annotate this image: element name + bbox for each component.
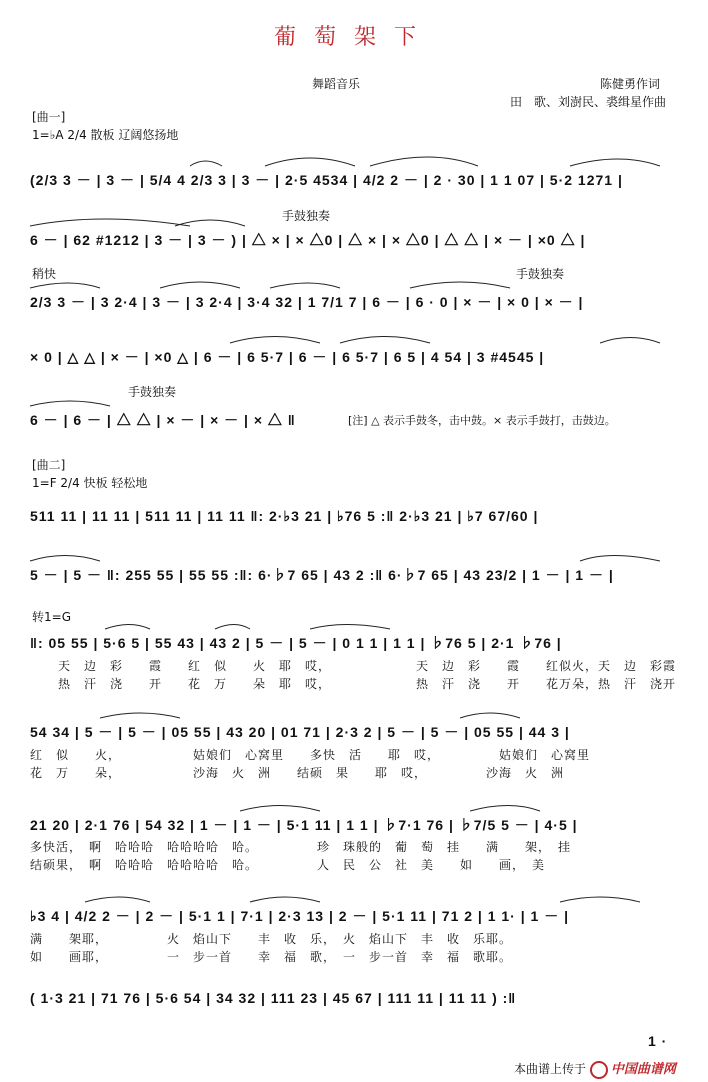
slur-arc (30, 283, 100, 288)
score-line: ♭3 4 | 4/2 2 － | 2 － | 5·1 1 | 7·1 | 2·3 13 | 2 － | 5·1 11 | 71 2 | 1 1· | 1 － | (30, 908, 570, 924)
lyric-line: 满 架耶， 火 焰山下 丰 收 乐， 火 焰山下 丰 收 乐耶。 (30, 932, 513, 946)
annotation-hand-drum: 手鼓独奏 (516, 267, 565, 281)
lyric-line: 如 画耶， 一 步一首 幸 福 歌， 一 步一首 幸 福 歌耶。 (30, 950, 513, 964)
slur-arc (190, 161, 222, 166)
score-line: 6 － | 6 － | △ △ | × － | × － | × △ ‖ (30, 412, 296, 428)
slur-arc (230, 337, 320, 344)
site-logo-icon (590, 1061, 608, 1079)
section1-label: [曲一] (32, 110, 66, 124)
upload-notice (514, 1058, 676, 1079)
annotation-tempo-change: 稍快 (32, 267, 57, 281)
score-line: × 0 | △ △ | × － | ×0 △ | 6 － | 6 5·7 | 6 － | 6 5·7 | 6 5 | 4 54 | 3 #4545 | (30, 349, 545, 365)
score-line: 54 34 | 5 － | 5 － | 05 55 | 43 20 | 01 71 | 2·3 2 | 5 － | 5 － | 05 55 | 44 3 | (30, 724, 570, 740)
slur-arc (250, 897, 320, 902)
slur-arc (310, 625, 390, 630)
slur-arc (410, 282, 510, 288)
upload-prefix: 本曲谱上传于 (514, 1062, 587, 1076)
score-line: 21 20 | 2·1 76 | 54 32 | 1 － | 1 － | 5·1 11 | 1 1 | ♭7·1 76 | ♭7/5 5 － | 4·5 | (30, 817, 578, 833)
page-number: 1 · (648, 1033, 668, 1049)
section1-key: 1=♭A (32, 128, 64, 142)
page-title: 葡萄架下 (273, 25, 434, 50)
slur-arc (580, 556, 660, 562)
lyric-line: 红 似 火， 姑娘们 心窝里 多快 活 耶 哎， 姑娘们 心窝里 (30, 748, 591, 762)
score-line: 6 － | 62 #1212 | 3 － | 3 － ) | △ × | × △0 | △ × | × △0 | △ △ | × － | ×0 △ | (30, 232, 586, 248)
slur-arc (100, 713, 180, 718)
score-line: (2/3 3 － | 3 － | 5/4 4 2/3 3 | 3 － | 2·5 4534 | 4/2 2 － | 2 · 30 | 1 1 07 | 5·2 1271 | (30, 172, 623, 188)
slur-arc (570, 159, 660, 166)
lyric-line: 多快活， 啊 哈哈哈 哈哈哈哈 哈。 珍 珠般的 葡 萄 挂 满 架， 挂 (30, 840, 572, 854)
lyricist-credit: 陈健勇作词 (600, 77, 661, 91)
score-line: ( 1·3 21 | 71 76 | 5·6 54 | 34 32 | 111 23 | 45 67 | 111 11 | 11 11 ) :‖ (30, 990, 517, 1006)
slur-arc (265, 158, 355, 166)
score-line: ‖: 05 55 | 5·6 5 | 55 43 | 43 2 | 5 － | 5 － | 0 1 1 | 1 1 | ♭76 5 | 2·1 ♭76 | (30, 635, 562, 651)
lyric-line: 结硕果， 啊 哈哈哈 哈哈哈哈 哈。 人 民 公 社 美 如 画， 美 (30, 858, 546, 872)
slur-arc (105, 625, 150, 630)
lyric-line: 天 边 彩 霞 红 似 火 耶 哎， 天 边 彩 霞 红似火，天 边 彩霞 (58, 659, 677, 673)
section1-time: 2/4 (67, 128, 87, 142)
section1-tempo: 散板 辽阔悠扬地 (90, 128, 179, 142)
score-line: 2/3 3 － | 3 2·4 | 3 － | 3 2·4 | 3·4 32 | 1 7/1 7 | 6 － | 6 · 0 | × － | × 0 | × － | (30, 294, 584, 310)
annotation-hand-drum: 手鼓独奏 (128, 385, 177, 399)
slur-arc (160, 282, 240, 288)
slur-arc (460, 713, 520, 718)
slur-arc (215, 625, 250, 630)
lyric-line: 花 万 朵， 沙海 火 洲 结硕 果 耶 哎， 沙海 火 洲 (30, 766, 565, 780)
slur-arc (340, 337, 430, 344)
lyric-line: 热 汗 浇 开 花 万 朵 耶 哎， 热 汗 浇 开 花万朵，热 汗 浇开 (58, 677, 677, 691)
slur-arc (370, 157, 478, 166)
slur-arc (85, 897, 150, 902)
slur-arc (270, 283, 340, 288)
slur-arc (470, 806, 540, 812)
slur-arc (30, 556, 100, 562)
modulation-label: 转1=G (32, 610, 71, 624)
footnote: [注] △ 表示手鼓冬，击中鼓。× 表示手鼓打，击鼓边。 (348, 414, 616, 427)
slur-arc (560, 897, 640, 902)
slur-arc (600, 338, 660, 344)
section2-tempo: 快板 轻松地 (83, 476, 148, 490)
composer-credit: 田 歌、刘澍民、裘缉星作曲 (510, 95, 667, 109)
slur-arc (30, 401, 110, 406)
slur-arc (30, 219, 190, 226)
score-line: 5 － | 5 － ‖: 255 55 | 55 55 :‖: 6·♭7 65 | 43 2 :‖ 6·♭7 65 | 43 23/2 | 1 － | 1 － | (30, 567, 614, 583)
section2-key: 1=F (32, 476, 57, 490)
section2-label: [曲二] (32, 458, 66, 472)
slur-arc (240, 806, 320, 812)
annotation-hand-drum: 手鼓独奏 (282, 209, 331, 223)
genre-label: 舞蹈音乐 (312, 77, 361, 91)
score-line: 511 11 | 11 11 | 511 11 | 11 11 ‖: 2·♭3 21 | ♭76 5 :‖ 2·♭3 21 | ♭7 67/60 | (30, 508, 539, 524)
section2-time: 2/4 (60, 476, 80, 490)
site-brand[interactable]: 中国曲谱网 (610, 1062, 676, 1077)
